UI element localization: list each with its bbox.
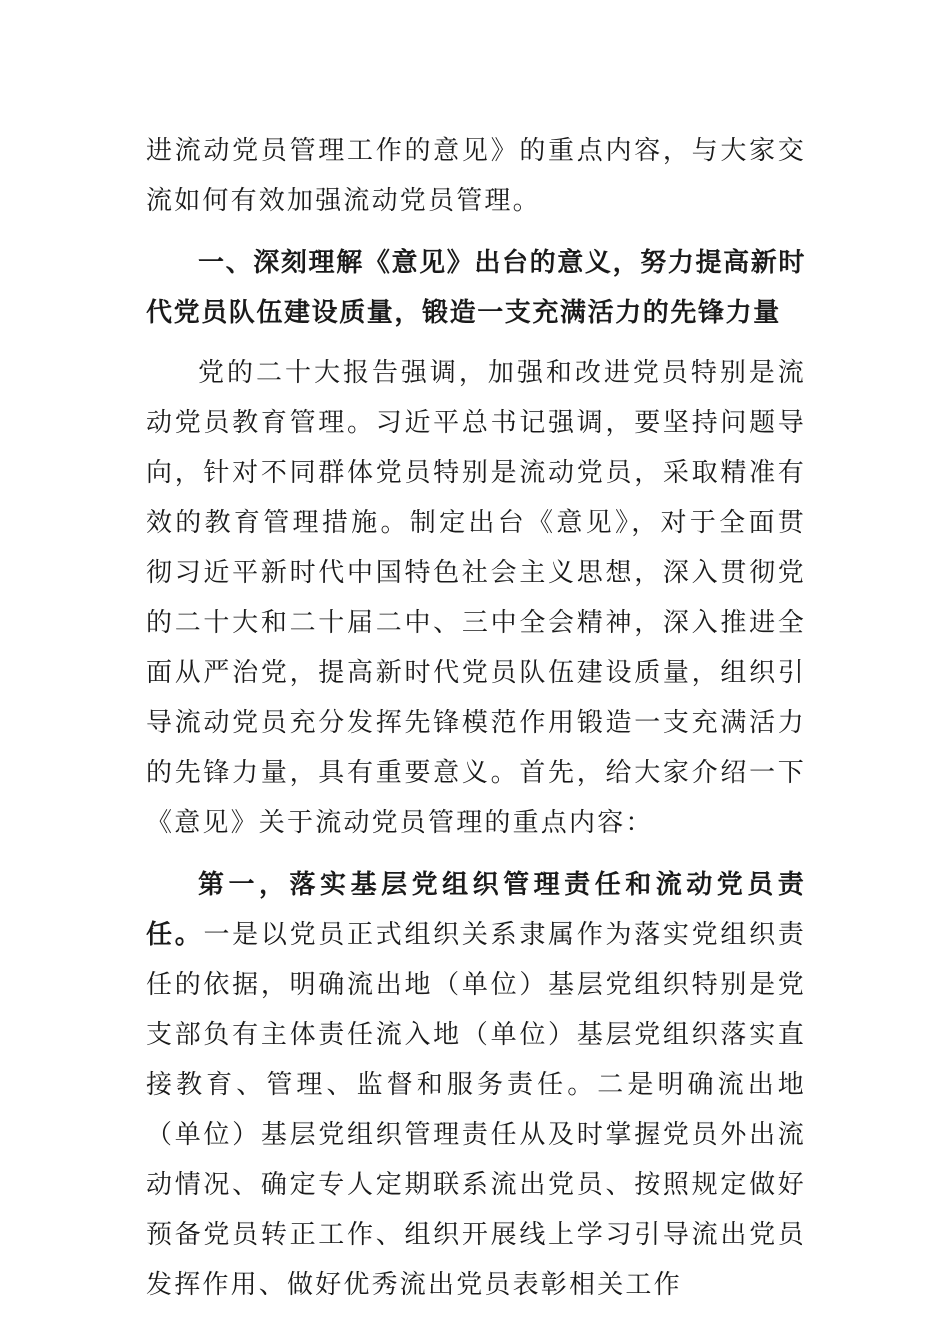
continuation-paragraph: 进流动党员管理工作的意见》的重点内容，与大家交流如何有效加强流动党员管理。 [146, 136, 806, 216]
subsection-lead: 第一，落实基层党组织管理责任和流动党员责任。 [146, 870, 806, 950]
body-paragraph-2 [146, 860, 806, 1310]
body-paragraph-1: 党的二十大报告强调，加强和改进党员特别是流动党员教育管理。习近平总书记强调，要坚持问题导向，针对不同群体党员特别是流动党员，采取精准有效的教育管理措施。制定出台《意见》，对于全面贯彻习近平新时代中国特色社会主义思想，深入贯彻党的二十大和二十届二中、三中全会精神，深入推进全面从严治党，提高新时代党员队伍建设质量，组织引导流动党员充分发挥先锋模范作用锻造一支充满活力的先锋力量，具有重要意义。首先，给大家介绍一下《意见》关于流动党员管理的重点内容： [146, 358, 806, 838]
subsection-body: 一是以党员正式组织关系隶属作为落实党组织责任的依据，明确流出地（单位）基层党组织特别是党支部负有主体责任流入地（单位）基层党组织落实直接教育、管理、监督和服务责任。二是明确流出地（单位）基层党组织管理责任从及时掌握党员外出流动情况、确定专人定期联系流出党员、按照规定做好预备党员转正工作、组织开展线上学习引导流出党员发挥作用、做好优秀流出党员表彰相关工作 [146, 920, 806, 1300]
document-body [146, 126, 806, 1310]
section-heading-1: 一、深刻理解《意见》出台的意义，努力提高新时代党员队伍建设质量，锻造一支充满活力的先锋力量 [146, 248, 806, 328]
